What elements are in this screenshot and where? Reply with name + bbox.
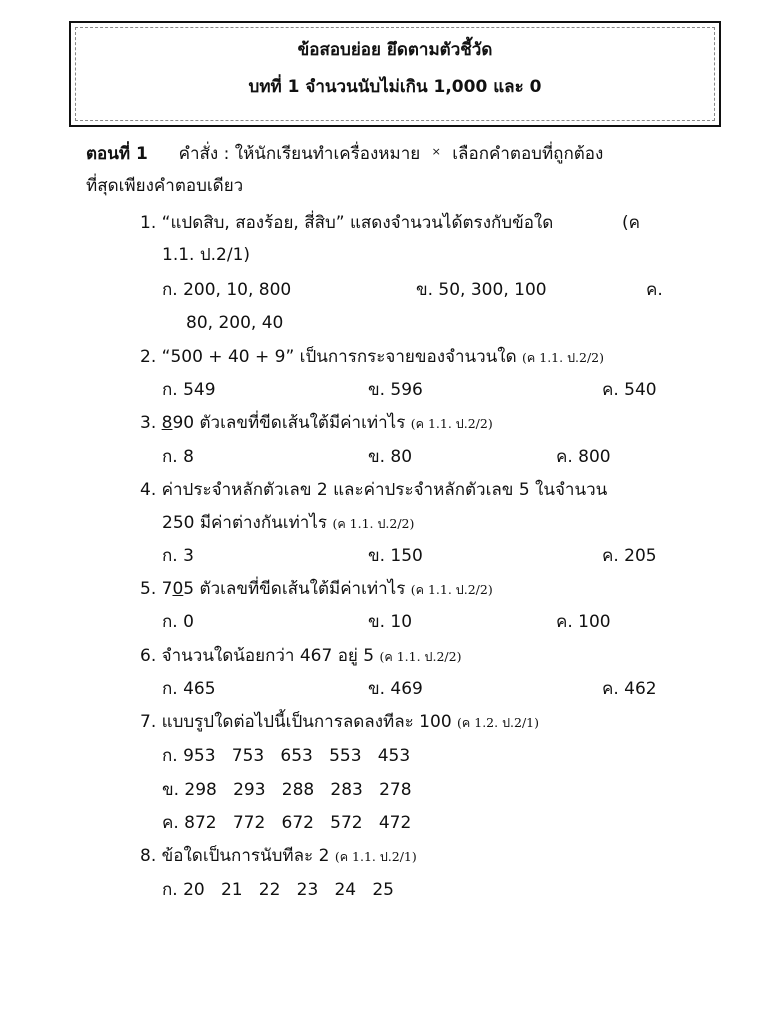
question-1-ref: (ค	[622, 213, 641, 233]
question-6-option-a[interactable]: ก. 465	[162, 679, 216, 699]
header-chapter: บทที่ 1 จำนวนนับไม่เกิน 1,000 และ 0	[248, 77, 542, 97]
question-7-option-b[interactable]: ข. 298 293 288 283 278	[162, 780, 412, 800]
question-2-option-b[interactable]: ข. 596	[368, 380, 423, 400]
underlined-digit: 8	[161, 413, 173, 433]
question-text: “แปดสิบ, สองร้อย, สี่สิบ” แสดงจำนวนได้ตรงกับข้อใด	[161, 213, 554, 233]
question-ref: (ค 1.1. ป.2/2)	[410, 582, 493, 597]
instruction-text: คำสั่ง : ให้นักเรียนทำเครื่องหมาย	[178, 144, 421, 164]
question-number: 1.	[140, 213, 157, 233]
number-rest: 90	[172, 413, 195, 433]
question-ref: (ค 1.2. ป.2/1)	[457, 715, 539, 730]
question-1-option-c[interactable]: ค.	[646, 280, 663, 300]
section-instruction	[86, 141, 603, 165]
question-8	[140, 845, 417, 868]
question-1-option-b[interactable]: ข. 50, 300, 100	[416, 280, 547, 300]
header-box	[69, 21, 721, 127]
question-1-text-cont: 1.1. ป.2/1)	[162, 245, 251, 265]
question-3	[140, 412, 493, 435]
question-3-option-a[interactable]: ก. 8	[162, 447, 194, 467]
question-number: 7.	[140, 712, 157, 732]
number-pre: 7	[161, 579, 173, 599]
section-title: ตอนที่ 1	[86, 144, 148, 164]
number-post: 5	[183, 579, 195, 599]
question-2-option-a[interactable]: ก. 549	[162, 380, 216, 400]
question-1-option-a[interactable]: ก. 200, 10, 800	[162, 280, 292, 300]
question-text: ตัวเลขที่ขีดเส้นใต้มีค่าเท่าไร	[199, 413, 406, 433]
question-text: ค่าประจำหลักตัวเลข 2 และค่าประจำหลักตัวเลข 5 ในจำนวน	[161, 480, 608, 500]
question-1	[140, 212, 553, 234]
question-2	[140, 346, 604, 369]
question-number: 8.	[140, 846, 157, 866]
question-text: “500 + 40 + 9” เป็นการกระจายของจำนวนใด	[161, 347, 517, 367]
question-6-option-c[interactable]: ค. 462	[602, 679, 657, 699]
question-number: 2.	[140, 347, 157, 367]
question-number: 3.	[140, 413, 157, 433]
question-4-option-b[interactable]: ข. 150	[368, 546, 423, 566]
question-2-option-c[interactable]: ค. 540	[602, 380, 657, 400]
question-1-option-c-cont: 80, 200, 40	[186, 313, 284, 333]
question-5	[140, 578, 493, 601]
instruction-text-cont: เลือกคำตอบที่ถูกต้อง	[452, 144, 604, 164]
question-7-option-c[interactable]: ค. 872 772 672 572 472	[162, 813, 412, 833]
instruction-line-2: ที่สุดเพียงคำตอบเดียว	[86, 176, 244, 196]
cross-mark-icon: ×	[431, 145, 441, 158]
question-text: ตัวเลขที่ขีดเส้นใต้มีค่าเท่าไร	[199, 579, 406, 599]
question-text: แบบรูปใดต่อไปนี้เป็นการลดลงทีละ 100	[161, 712, 452, 732]
question-text: จำนวนใดน้อยกว่า 467 อยู่ 5	[161, 646, 375, 666]
question-ref: (ค 1.1. ป.2/2)	[379, 649, 462, 664]
question-number: 4.	[140, 480, 157, 500]
header-title: ข้อสอบย่อย ยึดตามตัวชี้วัด	[297, 40, 493, 60]
question-6	[140, 645, 461, 668]
question-5-option-c[interactable]: ค. 100	[556, 612, 611, 632]
question-number: 5.	[140, 579, 157, 599]
question-number: 6.	[140, 646, 157, 666]
question-4-text-cont: 250 มีค่าต่างกันเท่าไร (ค 1.1. ป.2/2)	[162, 513, 415, 533]
question-3-option-b[interactable]: ข. 80	[368, 447, 413, 467]
question-3-option-c[interactable]: ค. 800	[556, 447, 611, 467]
question-ref: (ค 1.1. ป.2/2)	[332, 516, 415, 531]
question-ref: (ค 1.1. ป.2/2)	[410, 416, 493, 431]
question-7	[140, 711, 539, 734]
question-5-option-a[interactable]: ก. 0	[162, 612, 194, 632]
underlined-digit: 0	[172, 579, 184, 599]
question-text: ข้อใดเป็นการนับทีละ 2	[161, 846, 330, 866]
question-5-option-b[interactable]: ข. 10	[368, 612, 413, 632]
question-6-option-b[interactable]: ข. 469	[368, 679, 423, 699]
question-4-option-c[interactable]: ค. 205	[602, 546, 657, 566]
question-4-option-a[interactable]: ก. 3	[162, 546, 194, 566]
question-8-option-a[interactable]: ก. 20 21 22 23 24 25	[162, 880, 394, 900]
question-ref: (ค 1.1. ป.2/1)	[334, 849, 417, 864]
question-7-option-a[interactable]: ก. 953 753 653 553 453	[162, 746, 411, 766]
question-4	[140, 479, 607, 501]
question-ref: (ค 1.1. ป.2/2)	[522, 350, 604, 365]
